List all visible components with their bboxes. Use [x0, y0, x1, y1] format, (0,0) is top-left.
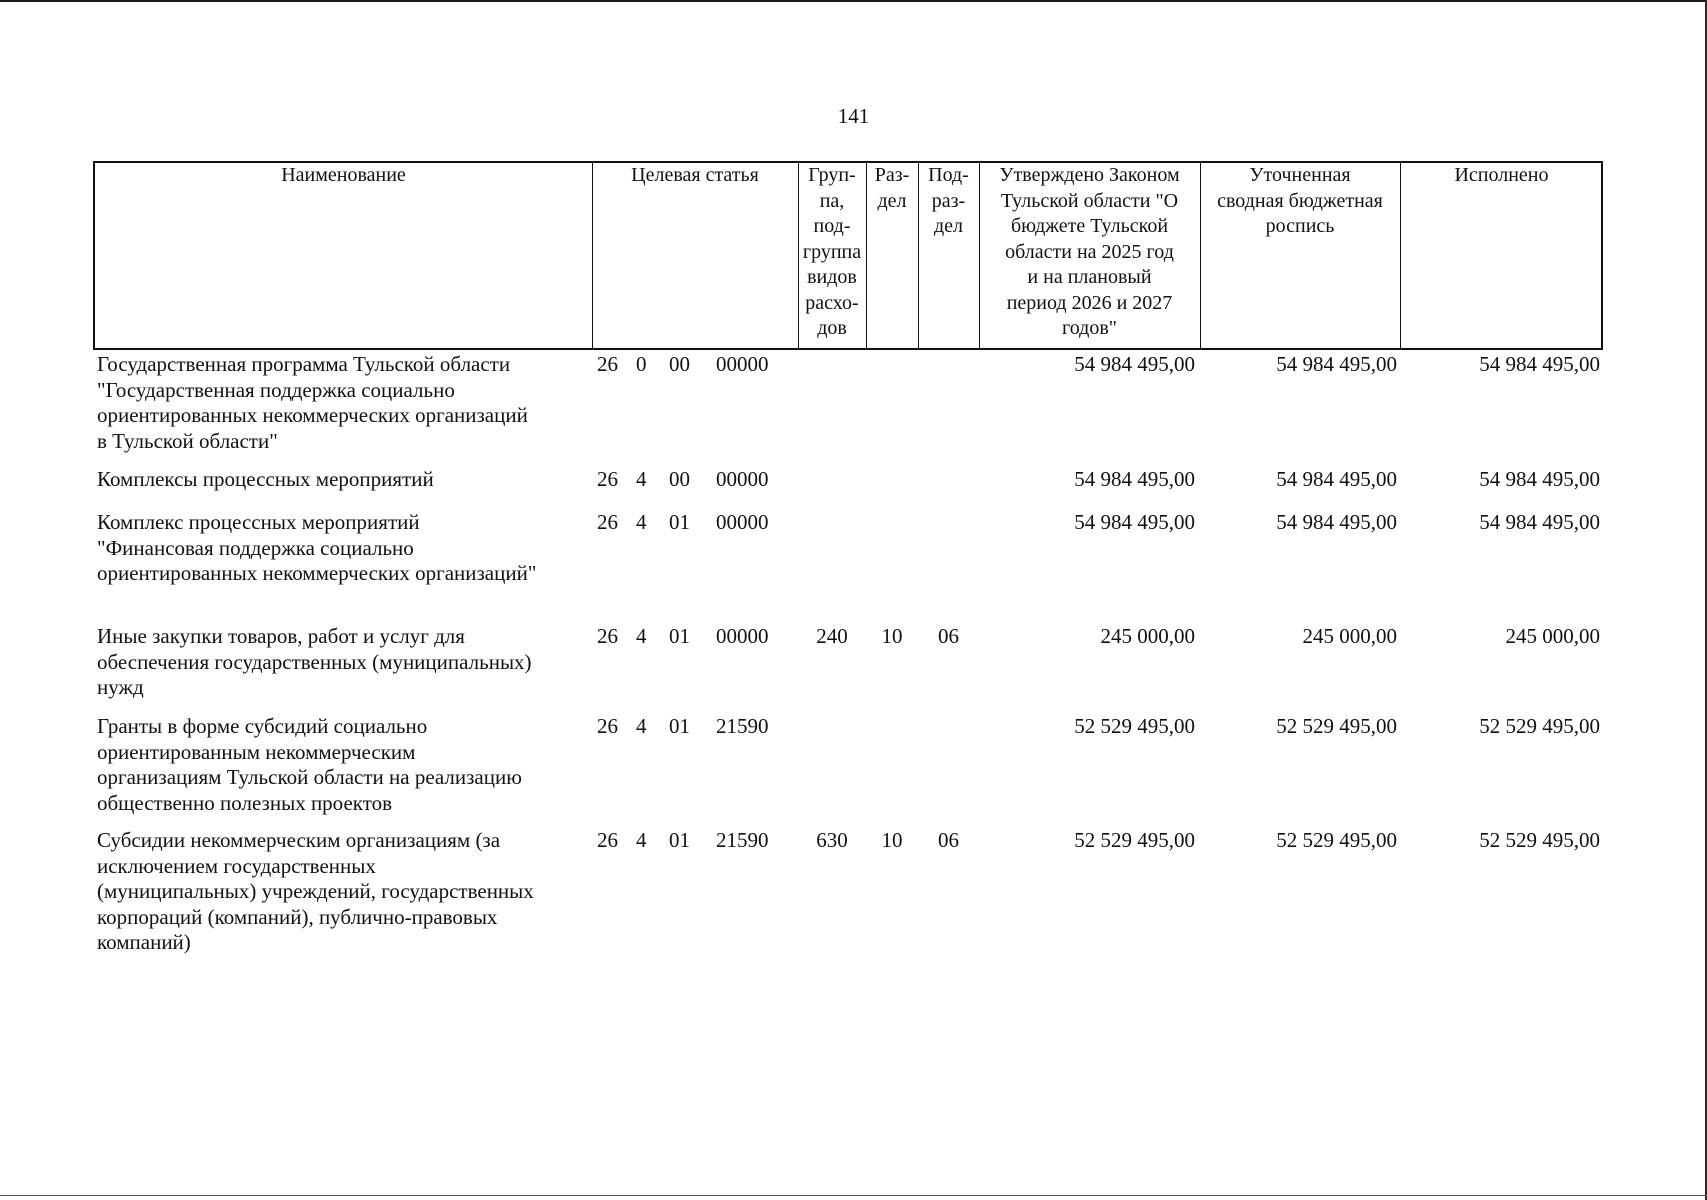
target-code-1: 26	[597, 352, 618, 376]
approved-amount: 54 984 495,00	[1074, 467, 1195, 491]
target-code-4: 00000	[716, 467, 769, 491]
header-target-article: Целевая статья	[631, 164, 759, 186]
approved-amount: 52 529 495,00	[1074, 714, 1195, 738]
row-name: Комплексы процессных мероприятий	[97, 467, 434, 491]
target-code-3: 01	[669, 714, 690, 738]
approved-amount: 54 984 495,00	[1074, 510, 1195, 534]
refined-amount: 245 000,00	[1302, 624, 1397, 648]
target-code-4: 00000	[716, 624, 769, 648]
header-approved-by-law: Утверждено Законом Тульской области "О бюджете Тульской области на 2025 год и на плановый период 2026 и 2027 годов"	[999, 164, 1180, 339]
executed-amount: 52 529 495,00	[1479, 714, 1600, 738]
target-code-1: 26	[597, 467, 618, 491]
refined-amount: 52 529 495,00	[1276, 828, 1397, 852]
target-code-1: 26	[597, 714, 618, 738]
executed-amount: 54 984 495,00	[1479, 352, 1600, 376]
row-name: Иные закупки товаров, работ и услуг для обеспечения государственных (муниципальных) нужд	[97, 624, 532, 699]
target-code-2: 4	[636, 624, 647, 648]
column-divider	[1400, 163, 1401, 348]
section: 10	[881, 828, 903, 852]
row-name: Комплекс процессных мероприятий "Финансовая поддержка социально ориентированных некоммерческих организаций"	[97, 510, 537, 585]
target-code-4: 00000	[716, 352, 769, 376]
approved-amount: 245 000,00	[1100, 624, 1195, 648]
row-name: Государственная программа Тульской области "Государственная поддержка социально ориентированных некоммерческих организаций в Тульской области"	[97, 352, 528, 453]
row-name: Субсидии некоммерческим организациям (за исключением государственных (муниципальных) учреждений, государственных корпораций (компаний), публично-правовых компаний)	[97, 828, 534, 954]
header-executed: Исполнено	[1454, 164, 1549, 186]
target-code-1: 26	[597, 624, 618, 648]
target-code-4: 21590	[716, 714, 769, 738]
target-code-2: 4	[636, 828, 647, 852]
scan-edge-bottom	[0, 1195, 1707, 1196]
subsection: 06	[938, 624, 959, 648]
header-expense-group: Груп- па, под- группа видов расхо- дов	[802, 164, 862, 339]
target-code-4: 00000	[716, 510, 769, 534]
target-code-4: 21590	[716, 828, 769, 852]
scan-edge-top	[0, 0, 1707, 2]
approved-amount: 54 984 495,00	[1074, 352, 1195, 376]
target-code-3: 01	[669, 828, 690, 852]
target-code-3: 01	[669, 624, 690, 648]
column-divider	[592, 163, 593, 348]
target-code-1: 26	[597, 510, 618, 534]
refined-amount: 54 984 495,00	[1276, 352, 1397, 376]
expense-group: 240	[816, 624, 848, 648]
target-code-2: 4	[636, 510, 647, 534]
row-name: Гранты в форме субсидий социально ориентированным некоммерческим организациям Тульской области на реализацию общественно полезных проектов	[97, 714, 522, 815]
refined-amount: 54 984 495,00	[1276, 467, 1397, 491]
section: 10	[881, 624, 903, 648]
expense-group: 630	[816, 828, 848, 852]
target-code-3: 00	[669, 352, 690, 376]
executed-amount: 54 984 495,00	[1479, 510, 1600, 534]
header-name: Наименование	[281, 164, 406, 186]
target-code-2: 4	[636, 467, 647, 491]
subsection: 06	[938, 828, 959, 852]
refined-amount: 52 529 495,00	[1276, 714, 1397, 738]
executed-amount: 52 529 495,00	[1479, 828, 1600, 852]
target-code-2: 4	[636, 714, 647, 738]
page-number: 141	[837, 104, 870, 128]
executed-amount: 54 984 495,00	[1479, 467, 1600, 491]
target-code-1: 26	[597, 828, 618, 852]
header-section: Раз- дел	[874, 164, 910, 212]
executed-amount: 245 000,00	[1505, 624, 1600, 648]
header-subsection: Под- раз- дел	[928, 164, 969, 237]
target-code-3: 01	[669, 510, 690, 534]
refined-amount: 54 984 495,00	[1276, 510, 1397, 534]
target-code-3: 00	[669, 467, 690, 491]
approved-amount: 52 529 495,00	[1074, 828, 1195, 852]
target-code-2: 0	[636, 352, 647, 376]
header-refined-budget: Уточненная сводная бюджетная роспись	[1217, 164, 1383, 237]
